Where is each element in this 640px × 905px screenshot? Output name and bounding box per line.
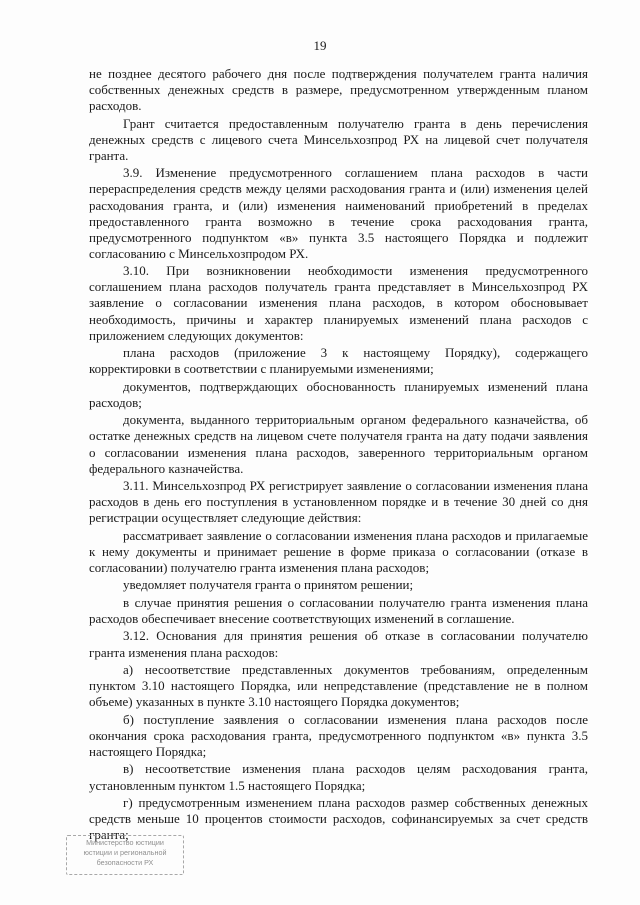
paragraph: рассматривает заявление о согласовании изменения плана расходов и прилагаемые к нему документы и принимает решение в форме приказа о согласовании (отказе в согласовании) получателю гранта изменения плана расходов; (89, 527, 588, 575)
page-number: 19 (313, 38, 327, 53)
paragraph: Грант считается предоставленным получателю гранта в день перечисления денежных средств с лицевого счета Минсельхозпрод РХ на лицевой счет получателя гранта. (89, 115, 588, 163)
stamp-line: Министерство юстиции (86, 838, 164, 847)
paragraph: б) поступление заявления о согласовании изменения плана расходов после окончания срока расходования гранта, предусмотренного подпунктом «в» пункта 3.5 настоящего Порядка; (89, 711, 588, 759)
paragraph: 3.9. Изменение предусмотренного соглашением плана расходов в части перераспределения средств между целями расходования гранта и (или) изменения целей расходования гранта, и (или) изменения наименований приобретений в пределах предоставленного гранта возможно в течение срока расходования гранта, предусмотренного подпунктом «в» пункта 3.5 настоящего Порядка и подлежит согласованию с Минсельхозпродом РХ. (89, 165, 588, 261)
paragraph: не позднее десятого рабочего дня после подтверждения получателем гранта наличия собственных денежных средств в размере, предусмотренном утвержденным планом расходов. (89, 66, 588, 114)
paragraph: а) несоответствие представленных документов требованиям, определенным пунктом 3.10 настоящего Порядка, или непредставление (представление не в полном объеме) указанных в пункте 3.10 настоящего Порядка документов; (89, 662, 588, 710)
paragraph: 3.10. При возникновении необходимости изменения предусмотренного соглашением плана расходов получатель гранта представляет в Минсельхозпрод РХ заявление о согласовании изменения плана расходов, в котором обосновывает необходимость, причины и характер планируемых изменений плана расходов с приложением следующих документов: (89, 263, 588, 343)
stamp-line: безопасности РХ (96, 858, 154, 867)
paragraph: плана расходов (приложение 3 к настоящему Порядку), содержащего корректировки в соответствии с планируемыми изменениями; (89, 345, 588, 377)
paragraph: в случае принятия решения о согласовании получателю гранта изменения плана расходов обеспечивает внесение соответствующих изменений в соглашение. (89, 594, 588, 626)
stamp-line: юстиции и региональной (83, 848, 167, 857)
paragraph: документа, выданного территориальным органом федерального казначейства, об остатке денежных средств на лицевом счете получателя гранта на дату подачи заявления о согласовании изменения плана расходов, заверенного территориальным органом федерального казначейства. (89, 412, 588, 476)
paragraph: 3.12. Основания для принятия решения об отказе в согласовании получателю гранта изменения плана расходов: (89, 628, 588, 660)
paragraph: 3.11. Минсельхозпрод РХ регистрирует заявление о согласовании изменения плана расходов в день его поступления в установленном порядке и в течение 30 дней со дня регистрации осуществляет следующие действия: (89, 478, 588, 526)
paragraph: уведомляет получателя гранта о принятом решении; (123, 577, 414, 593)
paragraph: г) предусмотренным изменением плана расходов размер собственных денежных средств меньше 10 процентов стоимости расходов, софинансируемых за счет средств гранта; (89, 794, 588, 843)
registration-stamp (66, 835, 184, 875)
paragraph: в) несоответствие изменения плана расходов целям расходования гранта, установленным пунктом 1.5 настоящего Порядка; (89, 761, 588, 793)
document-body (89, 66, 588, 845)
paragraph: документов, подтверждающих обоснованность планируемых изменений плана расходов; (89, 378, 588, 410)
